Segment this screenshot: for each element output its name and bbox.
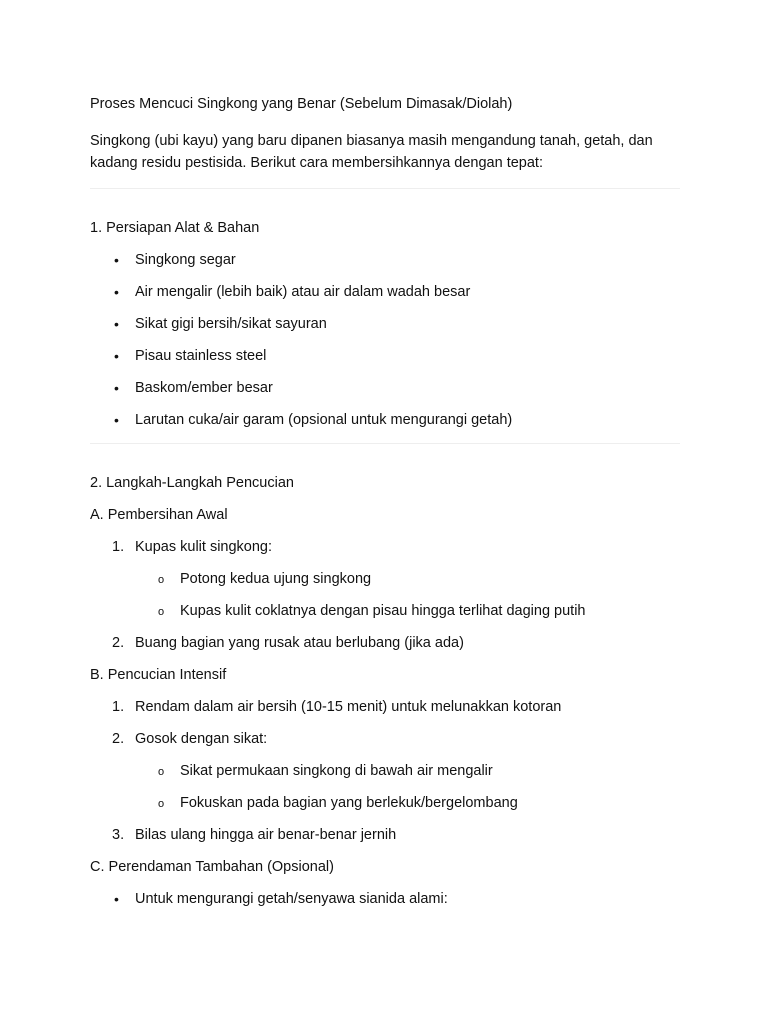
bullet-marker: • xyxy=(114,891,119,907)
bullet-marker: • xyxy=(114,412,119,428)
subsection-heading-a: A. Pembersihan Awal xyxy=(90,507,228,523)
list-item-text: Sikat gigi bersih/sikat sayuran xyxy=(135,316,327,332)
list-item xyxy=(90,345,680,367)
sub-list-item xyxy=(90,568,680,590)
section-heading-persiapan: 1. Persiapan Alat & Bahan xyxy=(90,220,260,236)
number-marker: 2. xyxy=(112,731,125,747)
bullet-marker: • xyxy=(114,252,119,268)
numbered-item xyxy=(90,696,680,718)
circle-marker: o xyxy=(158,574,165,586)
circle-marker: o xyxy=(158,798,165,810)
sub-list-item xyxy=(90,792,680,814)
list-item-text: Larutan cuka/air garam (opsional untuk mengurangi getah) xyxy=(135,412,513,428)
number-marker: 1. xyxy=(112,699,125,715)
list-item xyxy=(90,249,680,271)
list-item-text: Pisau stainless steel xyxy=(135,348,267,364)
number-marker: 3. xyxy=(112,827,125,843)
section-divider xyxy=(90,188,680,189)
section-heading-langkah: 2. Langkah-Langkah Pencucian xyxy=(90,475,294,491)
numbered-item xyxy=(90,536,680,558)
list-item xyxy=(90,888,680,910)
numbered-item-text: Rendam dalam air bersih (10-15 menit) untuk melunakkan kotoran xyxy=(135,699,562,715)
page-title: Proses Mencuci Singkong yang Benar (Sebelum Dimasak/Diolah) xyxy=(90,96,513,112)
sub-list-item xyxy=(90,600,680,622)
list-item-text: Air mengalir (lebih baik) atau air dalam wadah besar xyxy=(135,284,471,300)
list-item xyxy=(90,409,680,431)
sub-list-item-text: Potong kedua ujung singkong xyxy=(180,571,372,587)
bullet-marker: • xyxy=(114,316,119,332)
numbered-item-text: Buang bagian yang rusak atau berlubang (jika ada) xyxy=(135,635,464,651)
numbered-item xyxy=(90,824,680,846)
list-item-text: Untuk mengurangi getah/senyawa sianida alami: xyxy=(135,891,448,907)
sub-list-item xyxy=(90,760,680,782)
bullet-marker: • xyxy=(114,284,119,300)
list-item-text: Baskom/ember besar xyxy=(135,380,273,396)
sub-list-item-text: Kupas kulit coklatnya dengan pisau hingga terlihat daging putih xyxy=(180,603,586,619)
list-item-text: Singkong segar xyxy=(135,252,236,268)
sub-list-item-text: Sikat permukaan singkong di bawah air mengalir xyxy=(180,763,493,779)
list-item xyxy=(90,377,680,399)
intro-paragraph: Singkong (ubi kayu) yang baru dipanen biasanya masih mengandung tanah, getah, dan kadang residu pestisida. Berikut cara membersihkannya dengan tepat: xyxy=(90,132,653,171)
bullet-marker: • xyxy=(114,348,119,364)
section-divider xyxy=(90,443,680,444)
numbered-item-text: Kupas kulit singkong: xyxy=(135,539,273,555)
numbered-item-text: Bilas ulang hingga air benar-benar jernih xyxy=(135,827,397,843)
sub-list-item-text: Fokuskan pada bagian yang berlekuk/bergelombang xyxy=(180,795,518,811)
circle-marker: o xyxy=(158,606,165,618)
number-marker: 1. xyxy=(112,539,125,555)
numbered-item xyxy=(90,632,680,654)
document-page xyxy=(90,93,680,910)
list-item xyxy=(90,313,680,335)
list-item xyxy=(90,281,680,303)
number-marker: 2. xyxy=(112,635,125,651)
subsection-heading-b: B. Pencucian Intensif xyxy=(90,667,227,683)
subsection-heading-c: C. Perendaman Tambahan (Opsional) xyxy=(90,859,334,875)
bullet-marker: • xyxy=(114,380,119,396)
numbered-item xyxy=(90,728,680,750)
numbered-item-text: Gosok dengan sikat: xyxy=(135,731,268,747)
circle-marker: o xyxy=(158,766,165,778)
